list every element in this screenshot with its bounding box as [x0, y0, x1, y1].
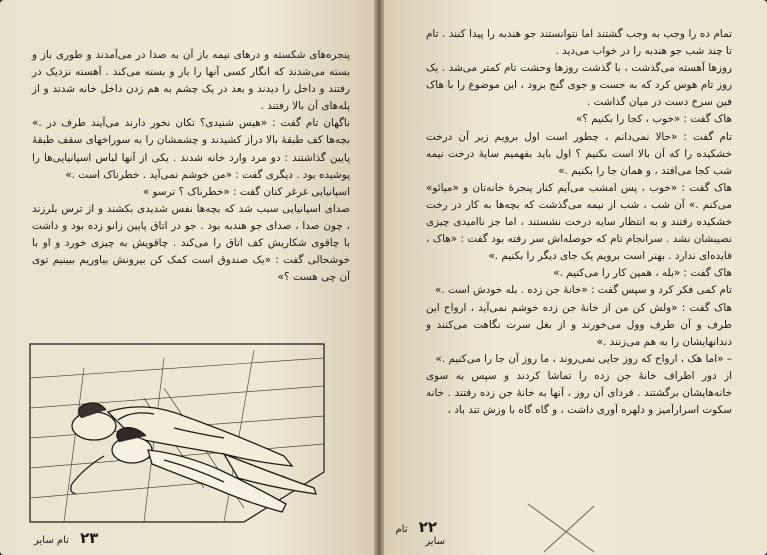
- right-paragraph-2: روزها آهسته می‌گذشت ، با گذشت روزها وحشت تام کمتر می‌شد . یک روز تام هوس کرد که به جست و جوی گنج برود ، این موضوع را با هاک فین سرخ دست در میان گذاشت .: [426, 62, 732, 109]
- left-page-text: [32, 47, 350, 286]
- left-page-number: ۲۳: [80, 529, 99, 547]
- left-paragraph-4: صدای اسپانیایی سبب شد که بچه‌ها نفس شدیدی بکشند و از ترس بلرزند ، چون صدا ، صدای جو هندبه بود . جو در اتاق پایین زانو زده بود و داشت با چاقوی شکاریش کف اتاق را می‌کند . چاقویش به چیزی خورد و او با خوشحالی گفت : «یک صندوق است کمک کن بیرونش بیاوریم ببینیم توی آن چی هست ؟»: [32, 202, 350, 284]
- left-running-title: تام سایر: [34, 535, 69, 546]
- right-paragraph-7: تام کمی فکر کرد و سپس گفت : «خانهٔ جن زده . بله خودش است .»: [434, 284, 732, 297]
- left-paragraph-3: اسپانیایی غرغر کنان گفت : «خطرناک ؟ ترسو »: [142, 185, 350, 198]
- right-running-title: تام سایر: [395, 524, 445, 547]
- right-paragraph-10: از دور اطراف خانهٔ جن زده را تماشا کردند و سپس به سوی خانه‌هایشان برگشتند . فردای آن روز ، آنها به خانهٔ جن زده رفتند . خانه سکوت اسرارآمیز و دلهره آوری داشت ، و گاه گاه با وزش تند باد ،: [426, 369, 732, 417]
- left-paragraph-2: ناگهان تام گفت : «هیس شنیدی؟ تکان نخور دارند می‌آیند طرف در .» بچه‌ها کف طبقهٔ بالا دراز کشیدند و چشمشان را به سوراخهای سقف طبقهٔ پایین گذاشتند : دو مرد وارد خانه شدند . یکی از آنها لباس اسپانیایی‌ها را پوشیده بود . دیگری گفت : «من خوشم نمی‌آید . خطرناک است .»: [32, 117, 350, 181]
- left-page-footer: [34, 529, 106, 547]
- right-page-text: [426, 26, 732, 419]
- attic-illustration: [24, 338, 330, 528]
- right-paragraph-4: تام گفت : «حالا نمی‌دانم ، چطور است اول برویم زیر آن درخت خشکیده را که آن بالا است بکنیم ؟ اول باید بفهمیم سایهٔ درخت نیمه شب کجا می‌افتد ، و همان جا را بکنیم .»: [426, 130, 732, 177]
- right-paragraph-6: هاک گفت : «بله ، همین کار را می‌کنیم .»: [553, 267, 732, 280]
- page-corner-mark: [524, 500, 614, 555]
- right-paragraph-9: – «اما هک ، ارواح که روز جایی نمی‌روند ، ما روز آن جا را می‌کنیم .»: [435, 352, 732, 365]
- left-paragraph-1: پنجره‌های شکسته و در‌های نیمه باز آن به صدا در می‌آمدند و طوری باز و بسته می‌شدند که انگار کسی آنها را باز و بسته می‌کند . آهسته نزدیک در رفتند و داخل را دیدند و بعد در یک چشم به هم زدن داخل خانه شدند و از پله‌های آن بالا رفتند .: [32, 49, 350, 113]
- right-page-footer: [384, 518, 445, 547]
- right-paragraph-3: هاک گفت : «خوب ، کجا را بکنیم ؟»: [576, 113, 732, 126]
- left-page: [0, 0, 377, 555]
- right-paragraph-5: هاک گفت : «خوب ، پس امشب می‌آیم کنار پنجرهٔ خانه‌تان و «میائو» می‌کنم .» آن شب ، شب از نیمه می‌گذشت که بچه‌ها به کار در رخت خشکیده رفتند و به انتظار سایه درخت نشستند ، اما جز ناامیدی چیزی نصیبشان نشد . سرانجام تام که حوصله‌اش سر رفته بود گفت : «هاک ، فایده‌ای ندارد . بهتر است برویم یک جای دیگر را بکنیم .»: [426, 181, 732, 263]
- right-page: [384, 0, 767, 555]
- right-paragraph-8: هاک گفت : «ولش کن من از خانهٔ جن زده خوشم نمی‌آید ، ارواح این طرف و آن طرف وول می‌خورند و از بغل سرت نگاهت می‌کنند و دندانهایشان را به هم می‌زنند .»: [426, 301, 732, 348]
- right-paragraph-1: تمام ده را وجب به وجب گشتند اما نتوانستند جو هندبه را پیدا کنند . تام تا چند شب جو هندبه را در خواب می‌دید .: [426, 28, 732, 58]
- right-page-number: ۲۲: [418, 518, 437, 536]
